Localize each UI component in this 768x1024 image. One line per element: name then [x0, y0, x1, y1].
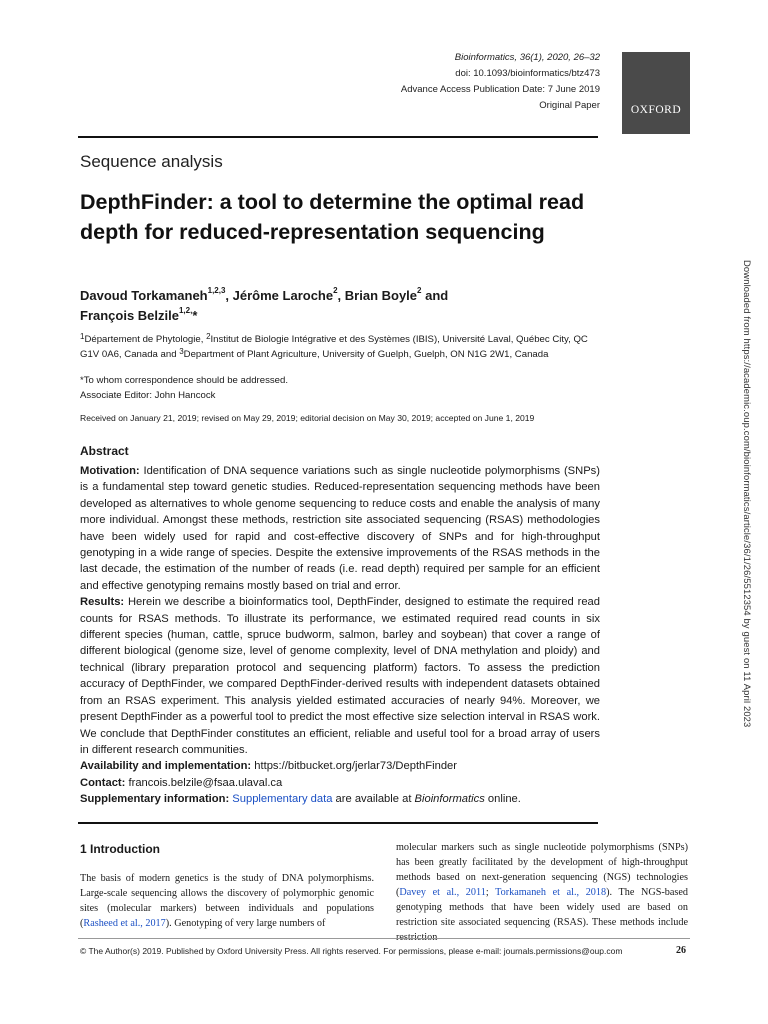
journal-citation: Bioinformatics, 36(1), 2020, 26–32	[454, 52, 600, 63]
page-title: DepthFinder: a tool to determine the optimal read depth for reduced-representation sequencing	[80, 190, 585, 244]
supplementary-data-link[interactable]: Supplementary data	[232, 793, 333, 806]
doi-line: doi: 10.1093/bioinformatics/btz473	[455, 68, 600, 79]
abstract-divider	[78, 822, 598, 824]
abstract-heading: Abstract	[80, 444, 129, 458]
corresponding-star: *	[192, 308, 198, 323]
download-watermark: Downloaded from https://academic.oup.com/bioinformatics/article/36/1/26/5512354 by guest on 11 April 2023	[742, 260, 753, 728]
oxford-logo: OXFORD	[622, 52, 690, 134]
abstract-supplementary: Supplementary information: Supplementary data are available at Bioinformatics online.	[80, 793, 521, 806]
abstract-motivation: Motivation: Identification of DNA sequence variations such as single nucleotide polymorphisms (SNPs) is a fundamental step toward genetic studies. Reduced-representation sequencing methods have been developed as alternatives to whole genome sequencing to reduce costs and enable the analysis of many more individual. Amongst these methods, restriction site associated sequencing (RSAS) methodologies have been widely used for rapid and cost-effective discovery of SNPs and for high-throughput genotyping in a wide range of species. Despite the extensive improvements of the RSAS methods in the last decade, the estimation of the number of reads (i.e. read depth) required per sample for an efficient and effective genotyping remains mostly based on trial and error.	[80, 465, 600, 592]
citation-link[interactable]: Torkamaneh et al., 2018	[495, 887, 607, 898]
citation-link[interactable]: Rasheed et al., 2017	[83, 918, 166, 929]
advance-access-line: Advance Access Publication Date: 7 June 2019	[400, 84, 600, 95]
author-name: Jérôme Laroche	[232, 288, 334, 303]
abstract-body	[80, 463, 600, 808]
abstract-availability: Availability and implementation: https://bitbucket.org/jerlar73/DepthFinder	[80, 760, 457, 773]
page-number: 26	[676, 945, 686, 956]
abstract-results: Results: Herein we describe a bioinformatics tool, DepthFinder, designed to estimate the required read counts for RSAS methods. To illustrate its performance, we estimated required read counts in six different species (human, cattle, spruce budworm, salmon, barley and soybean) that cover a range of different biological (genome size, level of genome complexity, level of DNA methylation and ploidy) and technical (library preparation protocol and sequencing platform) factors. To assess the prediction accuracy of DepthFinder, we compared DepthFinder-derived results with independent datasets obtained from an RSAS experiment. This analysis yielded estimated accuracies of nearly 94%. Moreover, we present DepthFinder as a powerful tool to predict the most effective size selection interval in RSAS work. We conclude that DepthFinder constitutes an efficient, reliable and useful tool for a broad array of users in different research communities.	[80, 596, 600, 756]
author-name: François Belzile	[80, 308, 179, 323]
copyright-footer: © The Author(s) 2019. Published by Oxford University Press. All rights reserved. For permissions, please e-mail: journals.permissions@oup.com	[80, 946, 623, 956]
paper-type: Original Paper	[539, 100, 600, 111]
author-name: Brian Boyle	[344, 288, 418, 303]
citation-link[interactable]: Davey et al., 2011	[399, 887, 486, 898]
footer-divider	[78, 938, 690, 939]
author-list: Davoud Torkamaneh$^{1,2,3}$, Jérôme Laroche$^2$, Brian Boyle$^2$ and François Belzile$^{1,2,}$*	[80, 286, 449, 323]
intro-column-left: The basis of modern genetics is the study of DNA polymorphisms. Large-scale sequencing allows the discovery of polymorphic genomic sites (molecular markers) between individuals and populations (Rasheed et al., 2017). Genotyping of very large numbers of	[80, 873, 374, 929]
correspondence-note: *To whom correspondence should be addressed. Associate Editor: John Hancock	[80, 373, 600, 403]
header-divider	[78, 136, 598, 138]
associate-editor: Associate Editor: John Hancock	[80, 390, 216, 401]
abstract-contact: Contact: francois.belzile@fsaa.ulaval.ca	[80, 776, 283, 789]
intro-column-right: molecular markers such as single nucleotide polymorphisms (SNPs) has been greatly facilitated by the development of high-throughput methods based on next-generation sequencing (NGS) technologies (Davey et al., 2011; Torkamaneh et al., 2018). The NGS-based genotyping methods that have been widely used are based on restriction site associated sequencing (RSAS). These methods include	[396, 842, 688, 928]
affiliations: $^1$Département de Phytologie, $^2$Institut de Biologie Intégrative et des Systèmes (IBIS), Université Laval, Québec City, QC G1V 0A6, Canada and $^3$Department of Plant Agriculture, University of Guelph, Guelph, ON N1G 2W1, Canada	[80, 332, 588, 360]
section-label: Sequence analysis	[80, 152, 223, 171]
submission-dates: Received on January 21, 2019; revised on May 29, 2019; editorial decision on May 30, 2019; accepted on June 1, 2019	[80, 413, 535, 423]
author-name: Davoud Torkamaneh	[80, 288, 208, 303]
intro-heading: 1 Introduction	[80, 842, 160, 856]
